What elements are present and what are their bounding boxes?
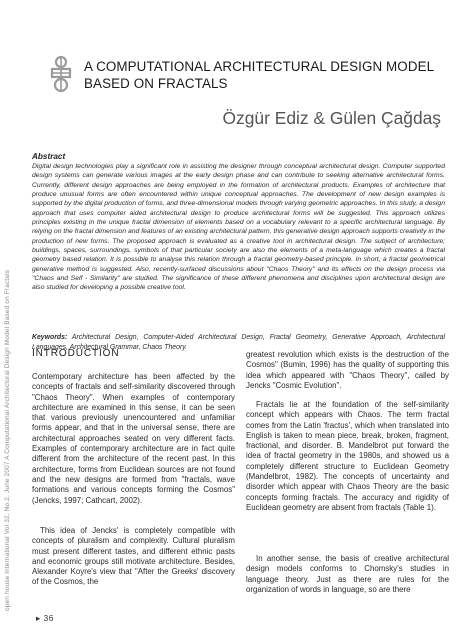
introduction-heading: INTRODUCTION	[32, 348, 120, 359]
abstract-section	[32, 152, 445, 293]
journal-logo-icon	[49, 55, 73, 93]
keywords-text: Architectural Design, Computer-Aided Architectural Design, Fractal Geometry, Generative Approach, Architectural Languages, Architectural Grammar, Chaos Theory.	[32, 334, 445, 351]
body-paragraph: Fractals lie at the foundation of the self-similarity concept which appears with Chaos. The term fractal comes from the Latin 'fractus', which when translated into English is taken to mean piece, break, broken, fragment, fractional, and disorder. B. Mandelbrot put forward the idea of fractal geometry in the 1980s, and showed us a completely different structure to Euclidean Geometry (Mandelbrot, 1982). The concepts of uncertainty and disorder which appear with Chaos Theory are the basic concepts forming fractals. The accuracy and rigidity of Euclidean geometry are absent from fractals (Table 1).	[246, 400, 449, 512]
body-paragraph: Contemporary architecture has been affected by the concepts of fractals and self-similarity discovered through "Chaos Theory". When examples of contemporary architecture are examined in this sense, it can be seen that various previously unencountered and unfamiliar forms appear, and that in the universal sense, there are architectural approaches seated on very different facts. Examples of contemporary architecture are in fact quite different from the architecture of the recent past. In this architecture, forms from Euclidean sources are not found and the new designs are formed from "fractals, wave formations and various concepts forming the Cosmos" (Jencks, 1997; Cathcart, 2002).	[32, 372, 235, 505]
keywords-label: Keywords:	[32, 334, 68, 341]
article-authors: Özgür Ediz & Gülen Çağdaş	[222, 108, 441, 128]
article-title: A COMPUTATIONAL ARCHITECTURAL DESIGN MODEL BASED ON FRACTALS	[84, 59, 434, 91]
page-arrow-icon: ▸	[36, 613, 41, 623]
page-number	[36, 613, 54, 623]
journal-sidebar	[4, 269, 16, 623]
journal-running-title: open house international Vol 32, No.2, June 2007 A Computational Architectural Design Model Based on Fractals	[4, 269, 11, 611]
body-paragraph: In another sense, the basis of creative architectural design models conforms to Chomsky's studies in language theory. Just as there are rules for the organization of words in language, so are there	[246, 554, 449, 594]
abstract-body: Digital design technologies play a significant role in assisting the designer through conceptual architectural design. Computer supported design systems can generate various images at the early design phase and can contribute to seeking alternative architectural forms. Currently, different design approaches are being employed in the formation of architectural products. Examples of architecture that produce unusual forms are often encountered within unique conceptual approaches. The development of new design examples is supported by the digital production of forms, and three-dimensional models through varying geometric approaches. In this study, a design approach that uses computer aided architectural design to produce architectural forms will be suggested. This approach utilizes principles existing in the unique fractal dimension of elements based on a vocabulary relevant to a specific architectural language. By relying on the fractal dimension and features of an existing architectural pattern, this generative design approach supports creativity in the production of new forms. The proposed approach is evaluated as a creative tool in architectural design. The subject of architecture; buildings, spaces, surroundings, symbols of that particular society are also the elements of a meta-language which creates a fractal geometry based relation. It is possible to analyse this relation through a fractal geometry-based principle. In short, a fractal geometrical generative method is suggested. Also, recently-surfaced discussions about "Chaos Theory" and its effects on the design process via "Chaos and Self - Similarity" are studied. The significance of these different phenomena and disciplines upon architectural design are also studied for developing a possible creative tool.	[32, 163, 445, 292]
body-paragraph: greatest revolution which exists is the destruction of the Cosmos" (Bumin, 1996) has the quality of supporting this idea which appeared with "Chaos Theory", called by Jencks "Cosmic Evolution".	[246, 350, 449, 390]
page-number-value: 36	[43, 613, 54, 623]
body-paragraph: This idea of Jencks' is completely compatible with concepts of pluralism and complexity. Cultural pluralism must present different tastes, and different ethnic pasts and economic groups still motivate architecture. Besides, Alexander Koyre's view that "After the Greeks' discovery of the Cosmos, the	[32, 526, 235, 587]
abstract-heading: Abstract	[32, 152, 66, 161]
